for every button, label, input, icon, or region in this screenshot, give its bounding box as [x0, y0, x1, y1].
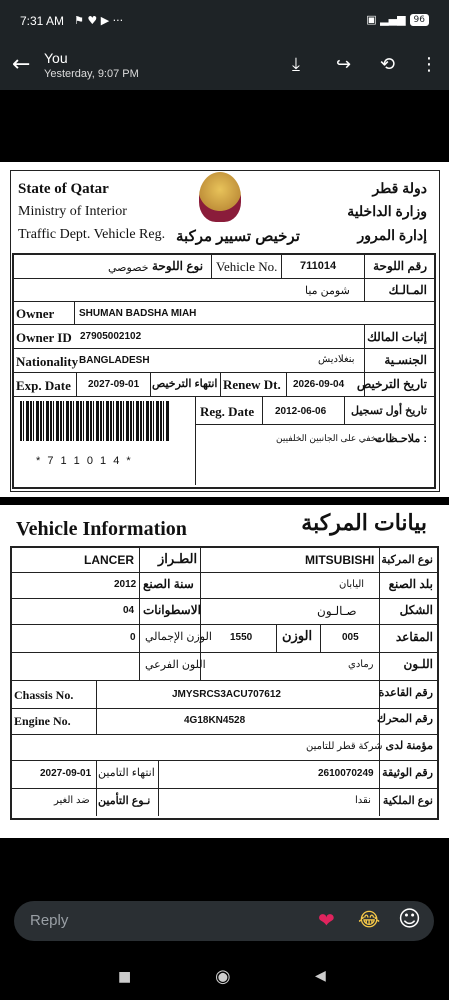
vehicle-info-title-ar: بيانات المركبة [301, 510, 427, 535]
status-time: 7:31 AM [20, 14, 65, 28]
vehicle-no-label: Vehicle No. [216, 259, 278, 274]
owner-label-ar: المـالـك [388, 283, 427, 297]
battery-icon: 96 [410, 14, 429, 26]
reply-placeholder: Reply [30, 912, 69, 929]
color-label-ar: اللـون [403, 657, 433, 671]
policy-label-ar: رقم الوثيقة [382, 767, 433, 779]
status-bar [0, 0, 449, 42]
notification-icons: ⚑ ♥ ▶ ··· [74, 14, 124, 27]
sub-color-label-ar: اللون الفرعي [145, 659, 206, 671]
license-table [12, 253, 436, 489]
add-reaction-icon[interactable]: ☺ [398, 907, 421, 932]
plate-type-label: نوع اللوحة [152, 259, 204, 273]
gross-weight-label-ar: الوزن الإجمالي [145, 631, 212, 643]
first-reg-label-ar: تاريخ أول تسجيل [351, 405, 427, 417]
notes-label-ar: ملاحـظات : [375, 433, 427, 445]
ownership-value-ar: نقدا [355, 795, 371, 806]
nationality-value: BANGLADESH [79, 355, 150, 366]
engine-value: 4G18KN4528 [184, 715, 246, 726]
chassis-label-ar: رقم القاعدة [378, 687, 433, 699]
shape-label-ar: الشكل [399, 603, 433, 617]
license-title-ar: ترخيص تسيير مركبة [176, 228, 300, 245]
year-value: 2012 [114, 579, 137, 590]
model-value: LANCER [84, 553, 134, 567]
forward-icon[interactable]: ↪ [336, 54, 352, 75]
dept-ar: إدارة المرور [357, 227, 427, 243]
exp-date-label: Exp. Date [16, 378, 71, 393]
owner-id-label: Owner ID [16, 330, 72, 345]
seats-value: 005 [342, 632, 359, 643]
ministry-ar: وزارة الداخلية [347, 203, 427, 219]
insured-label-ar: مؤمنة لدى [385, 740, 433, 752]
status-right [366, 13, 429, 26]
owner-id-label-ar: إثبات المالك [367, 330, 427, 344]
plate-label-ar: رقم اللوحة [373, 259, 427, 273]
vehicle-no-value: 711014 [300, 260, 337, 272]
ins-exp-label-ar: انتهاء التامين [98, 767, 155, 779]
owner-label: Owner [16, 306, 55, 321]
system-nav-bar [0, 953, 449, 1000]
policy-value: 2610070249 [318, 768, 374, 779]
chassis-value: JMYSRCS3ACU707612 [172, 689, 281, 700]
origin-value-ar: اليابان [339, 579, 365, 590]
dept-en: Traffic Dept. Vehicle Reg. [18, 227, 166, 242]
engine-label-ar: رقم المحرك [377, 713, 433, 725]
ins-exp-value: 2027-09-01 [40, 768, 92, 779]
license-date-label-ar: تاريخ الترخيص [356, 377, 427, 391]
insurer-value-ar: شركة قطر للتامين [306, 741, 383, 752]
signal-icon: ▣ ▂▄▆ [366, 13, 406, 26]
origin-label-ar: بلد الصنع [388, 577, 433, 591]
home-icon[interactable]: ◉ [215, 966, 231, 987]
engine-label: Engine No. [14, 714, 71, 728]
renew-date-value: 2026-09-04 [293, 379, 345, 390]
nationality-label: Nationality [16, 354, 79, 369]
ownership-label-ar: نوع الملكية [382, 795, 433, 807]
edit-icon[interactable]: ⟲ [380, 54, 396, 75]
owner-name: SHUMAN BADSHA MIAH [79, 308, 197, 319]
shape-value-ar: صـالـون [317, 604, 357, 618]
make-label-ar: نوع المركبة [381, 554, 433, 566]
color-value-ar: رمادي [348, 659, 374, 670]
owner-id-value: 27905002102 [80, 331, 142, 342]
recents-icon[interactable]: ■ [118, 969, 132, 985]
nationality-label-ar: الجنسـية [384, 353, 427, 367]
barcode [20, 401, 170, 441]
state-en: State of Qatar [18, 181, 109, 197]
back-arrow-icon[interactable]: ← [12, 52, 31, 77]
plate-type-value: خصوصي [108, 262, 149, 274]
viewer-app-bar [0, 42, 449, 90]
model-label-ar: الطـراز [158, 551, 198, 566]
reg-date-label: Reg. Date [200, 404, 255, 419]
state-ar: دولة قطر [372, 180, 427, 196]
year-label-ar: سنة الصنع [143, 577, 194, 591]
gross-weight-value: 0 [130, 632, 136, 643]
reg-date-value: 2012-06-06 [275, 406, 327, 417]
weight-label-ar: الوزن [282, 628, 313, 643]
ins-type-value-ar: ضد الغير [54, 795, 90, 806]
message-time: Yesterday, 9:07 PM [44, 68, 139, 80]
more-options-icon[interactable]: ⋮ [420, 54, 438, 75]
notes-value-ar: مخفي على الجانبين الخلفيين [276, 433, 382, 443]
cylinders-value: 04 [123, 605, 135, 616]
cylinders-label-ar: الاسطوانات [143, 603, 201, 617]
qatar-emblem-icon [199, 172, 241, 222]
chassis-label: Chassis No. [14, 688, 74, 702]
download-icon[interactable]: ⤓ [292, 54, 300, 75]
nationality-ar-value: بنغلاديش [318, 354, 355, 365]
owner-ar-value: شومن ميا [305, 285, 350, 297]
weight-value: 1550 [230, 632, 253, 643]
exp-date-value: 2027-09-01 [88, 379, 140, 390]
vehicle-info-title-en: Vehicle Information [16, 518, 187, 540]
ministry-en: Ministry of Interior [18, 204, 127, 219]
seats-label-ar: المقاعد [395, 630, 433, 644]
renew-date-label: Renew Dt. [223, 377, 281, 392]
laugh-reaction-icon[interactable]: 😂 [358, 909, 381, 931]
exp-label-ar: انتهاء الترخيص [152, 378, 218, 390]
ins-type-label-ar: نـوع التأمين [98, 795, 151, 807]
nav-back-icon[interactable]: ◀ [315, 968, 326, 984]
barcode-text: * 7 1 1 0 1 4 * [36, 455, 133, 467]
reply-bar [0, 893, 449, 953]
heart-reaction-icon[interactable]: ❤ [318, 908, 335, 932]
sender-name: You [44, 50, 68, 66]
make-value: MITSUBISHI [305, 553, 375, 567]
reply-input[interactable] [14, 901, 434, 941]
